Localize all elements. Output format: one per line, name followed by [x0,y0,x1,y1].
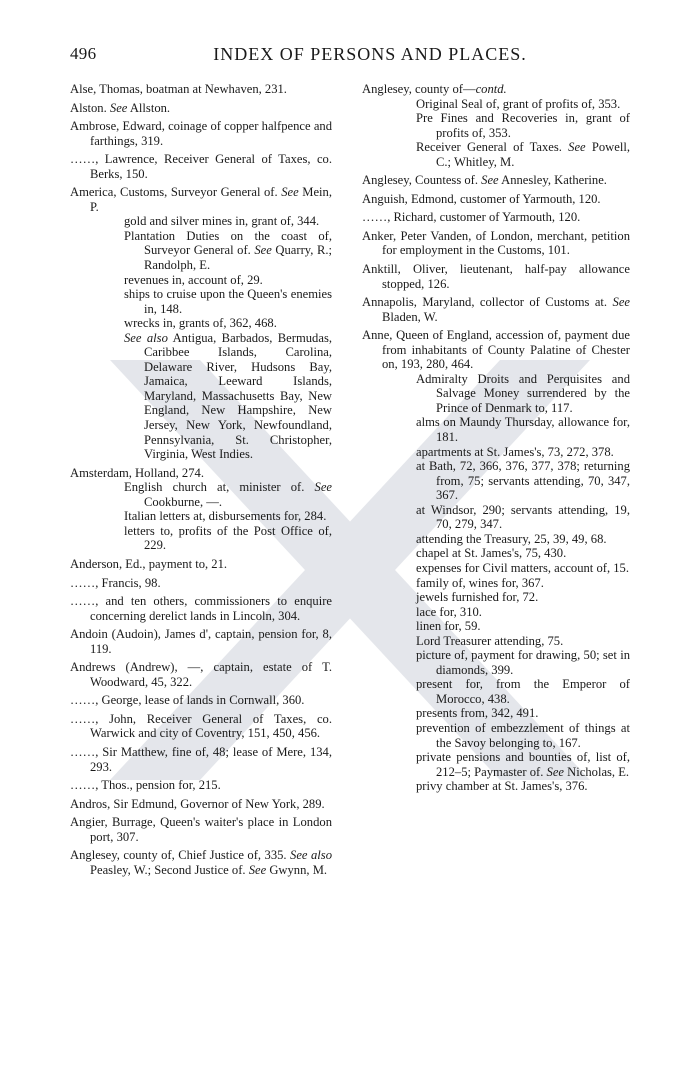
index-subentry: Original Seal of, grant of profits of, 353. [416,96,621,111]
index-entry: America, Customs, Surveyor General of. See Mein, P. [70,185,332,214]
index-entry: Alston. See Allston. [70,100,171,115]
index-entry: Anglesey, Countess of. See Annesley, Katherine. [362,173,607,188]
index-entry: ……, Francis, 98. [70,575,161,590]
index-column-right [362,82,630,794]
index-entry: Anktill, Oliver, lieutenant, half-pay allowance stopped, 126. [362,262,630,291]
index-subentry: gold and silver mines in, grant of, 344. [124,214,320,229]
index-entry: Angier, Burrage, Queen's waiter's place in London port, 307. [70,815,332,844]
index-subentry: apartments at St. James's, 73, 272, 378. [416,444,614,459]
index-subentry: letters to, profits of the Post Office of, 229. [124,523,332,553]
index-subentry: jewels furnished for, 72. [416,590,539,605]
index-subentry: Admiralty Droits and Perquisites and Salvage Money surrendered by the Prince of Denmark to, 117. [416,371,630,415]
index-entry: Andrews (Andrew), —, captain, estate of T. Woodward, 45, 322. [70,660,332,689]
index-entry: Ambrose, Edward, coinage of copper halfpence and farthings, 319. [70,119,332,148]
index-subentry: Plantation Duties on the coast of, Surveyor General of. See Quarry, R.; Randolph, E. [124,228,333,273]
index-entry: ……, Richard, customer of Yarmouth, 120. [362,210,581,225]
index-entry: Anne, Queen of England, accession of, payment due from inhabitants of County Palatine of Chester on, 193, 280, 464. [362,328,630,372]
index-entry: Andoin (Audoin), James d', captain, pension for, 8, 119. [70,627,332,656]
index-entry: ……, Thos., pension for, 215. [70,778,221,793]
index-subentry: lace for, 310. [416,604,482,619]
index-subentry: prevention of embezzlement of things at the Savoy belonging to, 167. [416,720,630,750]
page-title: INDEX OF PERSONS AND PLACES. [213,44,527,64]
index-entry: Annapolis, Maryland, collector of Customs at. See Bladen, W. [362,295,630,324]
index-column-left [70,82,332,877]
index-subentry: English church at, minister of. See Cookburne, —. [124,480,332,509]
index-subentry: See also Antigua, Barbados, Bermudas, Caribbee Islands, Carolina, Delaware River, Hudsons Bay, Jamaica, Leeward Islands, Maryland, Massachusetts Bay, New England, New Hampshire, New Jersey, New York, Newfoundland, Pennsylvania, St. Christopher, Virginia, West Indies. [124,330,332,462]
index-entry: Andros, Sir Edmund, Governor of New York, 289. [70,796,325,811]
index-subentry: Lord Treasurer attending, 75. [416,633,564,648]
index-subentry: at Windsor, 290; servants attending, 19, 70, 279, 347. [416,502,630,532]
index-entry: Anker, Peter Vanden, of London, merchant, petition for employment in the Customs, 101. [362,228,630,258]
index-entry: ……, Sir Matthew, fine of, 48; lease of Mere, 134, 293. [70,744,332,774]
index-subentry: presents from, 342, 491. [416,706,539,721]
index-subentry: wrecks in, grants of, 362, 468. [124,316,277,331]
index-entry: ……, John, Receiver General of Taxes, co. Warwick and city of Coventry, 151, 450, 456. [70,711,332,741]
index-subentry: ships to cruise upon the Queen's enemies in, 148. [124,287,332,316]
index-entry: Anglesey, county of—contd. [362,82,507,96]
index-subentry: Pre Fines and Recoveries in, grant of profits of, 353. [416,111,630,140]
index-entry: Alse, Thomas, boatman at Newhaven, 231. [70,82,287,96]
page-number: 496 [70,44,97,63]
index-subentry: Italian letters at, disbursements for, 284. [124,509,327,524]
index-subentry: revenues in, account of, 29. [124,272,263,287]
index-entry: ……, George, lease of lands in Cornwall, 360. [70,693,305,708]
index-subentry: Receiver General of Taxes. See Powell, C.; Whitley, M. [416,140,630,169]
index-subentry: alms on Maundy Thursday, allowance for, 181. [416,415,630,445]
index-subentry: private pensions and bounties of, list of, 212–5; Paymaster of. See Nicholas, E. [416,750,630,779]
index-entry: ……, Lawrence, Receiver General of Taxes, co. Berks, 150. [70,152,332,181]
page-header [70,44,630,68]
index-entry: Anglesey, county of, Chief Justice of, 335. See also Peasley, W.; Second Justice of. See Gwynn, M. [70,848,332,877]
index-subentry: privy chamber at St. James's, 376. [416,779,588,794]
index-entry: ……, and ten others, commissioners to enquire concerning derelict lands in Lincoln, 304. [70,594,332,623]
index-subentry: attending the Treasury, 25, 39, 49, 68. [416,531,607,546]
index-subentry: expenses for Civil matters, account of, 15. [416,560,629,575]
index-subentry: at Bath, 72, 366, 376, 377, 378; returning from, 75; servants attending, 70, 347, 367. [416,459,630,503]
index-subentry: linen for, 59. [416,619,481,634]
index-subentry: present for, from the Emperor of Morocco, 438. [416,677,630,706]
index-subentry: chapel at St. James's, 75, 430. [416,546,567,561]
index-subentry: picture of, payment for drawing, 50; set in diamonds, 399. [416,648,630,677]
index-entry: Anderson, Ed., payment to, 21. [70,556,228,571]
index-entry: Amsterdam, Holland, 274. [70,465,204,480]
index-entry: Anguish, Edmond, customer of Yarmouth, 120. [362,191,601,206]
index-subentry: family of, wines for, 367. [416,575,544,590]
